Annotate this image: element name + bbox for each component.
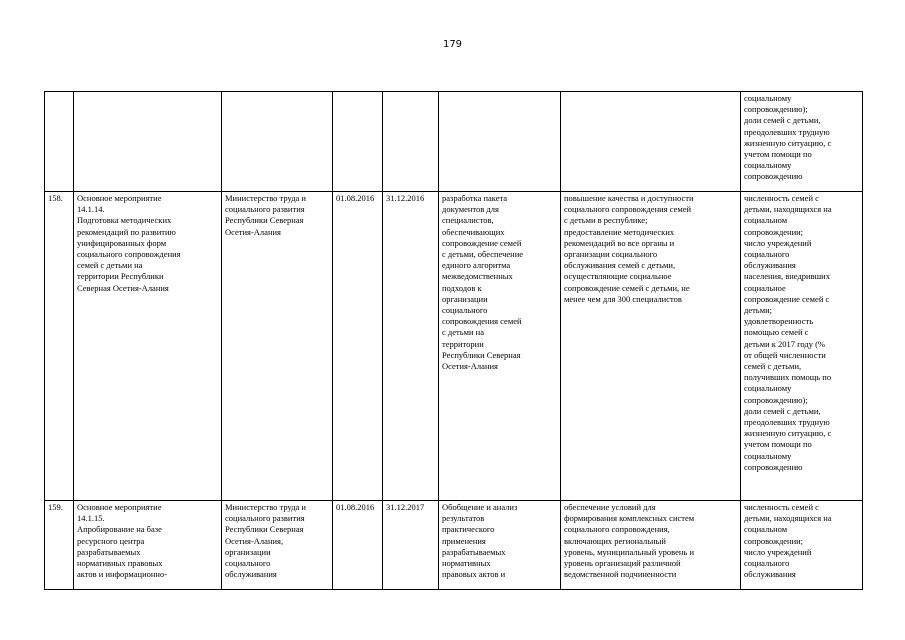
cell-effect	[561, 192, 741, 501]
cell-line: ресурсного центра	[77, 535, 145, 546]
name-lines	[77, 502, 218, 580]
cell-start	[333, 92, 383, 192]
cell-line: формирования комплексных систем	[564, 513, 695, 524]
cell-line: рекомендаций во все органы и	[564, 237, 675, 248]
cell-line: рекомендаций по развитию	[77, 226, 176, 237]
result-lines	[442, 193, 557, 372]
cell-line: нормативных	[442, 558, 491, 569]
cell-line: семей с детьми на	[77, 260, 143, 271]
cell-line: детьми, находящихся на	[744, 204, 832, 215]
cell-line: семей с детьми,	[744, 361, 802, 372]
cell-line: включающих региональный	[564, 535, 666, 546]
cell-name	[74, 501, 222, 590]
cell-line: с детьми на	[442, 327, 484, 338]
cell-line: социальному	[744, 93, 792, 103]
cell-line: социальному	[744, 160, 792, 171]
cell-line: обслуживания	[744, 569, 796, 580]
indicator-lines	[744, 93, 859, 183]
cell-line: жизненную ситуацию, с	[744, 428, 832, 439]
cell-line: Министерство труда и	[225, 193, 306, 203]
cell-line: документов для	[442, 204, 499, 215]
cell-line: социальном	[744, 215, 788, 226]
cell-name	[74, 192, 222, 501]
cell-line: число учреждений	[744, 237, 812, 248]
cell-name	[74, 92, 222, 192]
cell-executor	[222, 501, 333, 590]
cell-line: Основное мероприятие	[77, 502, 162, 512]
cell-line: социального сопровождения семей	[564, 204, 692, 215]
cell-line: подходов к	[442, 282, 482, 293]
cell-line: Республики Северная	[442, 349, 521, 360]
cell-line: сопровождению	[744, 171, 803, 182]
cell-line: применения	[442, 535, 486, 546]
cell-line: уровень, муниципальный уровень и	[564, 546, 695, 557]
cell-line: организации	[442, 293, 488, 304]
cell-executor	[222, 192, 333, 501]
cell-line: Министерство труда и	[225, 502, 306, 512]
cell-line: унифицированных форм	[77, 237, 167, 248]
table-row-continued	[45, 92, 863, 192]
cell-line: результатов	[442, 513, 485, 524]
cell-line: обслуживания	[225, 569, 277, 580]
executor-lines	[225, 193, 329, 238]
cell-result	[439, 92, 561, 192]
cell-end: 31.12.2017	[383, 501, 439, 590]
effect-lines	[564, 502, 737, 580]
cell-line: доли семей с детьми,	[744, 405, 821, 416]
cell-line: Осетия-Алания	[225, 226, 281, 237]
cell-line: Северная Осетия-Алания	[77, 282, 169, 293]
cell-line: социальном	[744, 524, 788, 535]
cell-line: с детьми, обеспечение	[442, 249, 524, 260]
cell-line: единого алгоритма	[442, 260, 511, 271]
cell-line: преодолевших трудную	[744, 126, 830, 137]
cell-line: социального развития	[225, 204, 305, 215]
cell-line: доли семей с детьми,	[744, 115, 821, 126]
cell-line: Подготовка методических	[77, 215, 172, 226]
cell-line: социальному	[744, 383, 792, 394]
cell-line: социального	[744, 249, 790, 260]
cell-start: 01.08.2016	[333, 501, 383, 590]
cell-line: детьми к 2017 году (%	[744, 338, 826, 349]
cell-line: социального	[225, 558, 271, 569]
cell-line: сопровождении;	[744, 226, 804, 237]
cell-line: сопровождению);	[744, 104, 808, 115]
cell-line: территории	[442, 338, 484, 349]
cell-line: Апробирование на базе	[77, 524, 162, 535]
cell-line: нормативных правовых	[77, 558, 163, 569]
cell-line: жизненную ситуацию, с	[744, 137, 832, 148]
cell-line: социального сопровождения,	[564, 524, 670, 535]
cell-indicators	[741, 192, 863, 501]
cell-result	[439, 501, 561, 590]
cell-line: социальному	[744, 450, 792, 461]
cell-line: разработка пакета	[442, 193, 508, 203]
cell-line: Обобщение и анализ	[442, 502, 518, 512]
cell-line: социального сопровождения	[77, 249, 181, 260]
cell-num: 158.	[45, 192, 74, 501]
cell-line: от общей численности	[744, 349, 826, 360]
cell-line: сопровождению);	[744, 394, 808, 405]
table-row-159	[45, 501, 863, 590]
table-row-158	[45, 192, 863, 501]
cell-line: менее чем для 300 специалистов	[564, 293, 682, 304]
measures-table	[44, 91, 863, 590]
cell-line: Основное мероприятие	[77, 193, 162, 203]
cell-line: организации	[225, 546, 271, 557]
cell-line: Осетия-Алания,	[225, 535, 284, 546]
cell-line: повышение качества и доступности	[564, 193, 694, 203]
cell-line: сопровождение семей с	[744, 293, 830, 304]
cell-line: практического	[442, 524, 495, 535]
cell-line: сопровождение семей	[442, 237, 522, 248]
cell-executor	[222, 92, 333, 192]
cell-line: социального развития	[225, 513, 305, 524]
cell-line: территории Республики	[77, 271, 164, 282]
cell-line: получивших помощь по	[744, 372, 832, 383]
cell-line: Осетия-Алания	[442, 361, 498, 372]
cell-line: численность семей с	[744, 502, 819, 512]
cell-line: сопровождению	[744, 461, 803, 472]
cell-line: с детьми в республике;	[564, 215, 648, 226]
cell-line: Республики Северная	[225, 215, 304, 226]
cell-line: актов и информационно-	[77, 569, 168, 580]
cell-line: разрабатываемых	[442, 546, 506, 557]
cell-start: 01.08.2016	[333, 192, 383, 501]
cell-line: социального	[744, 558, 790, 569]
cell-line: осуществляющие социальное	[564, 271, 672, 282]
cell-line: ведомственной подчиненности	[564, 569, 677, 580]
cell-effect	[561, 92, 741, 192]
cell-line: Республики Северная	[225, 524, 304, 535]
indicator-lines	[744, 502, 859, 580]
cell-line: 14.1.14.	[77, 204, 105, 215]
cell-line: социальное	[744, 282, 786, 293]
cell-num	[45, 92, 74, 192]
cell-line: уровень организаций различной	[564, 558, 681, 569]
cell-line: организации социального	[564, 249, 658, 260]
cell-line: детьми;	[744, 305, 772, 316]
result-lines	[442, 502, 557, 580]
cell-line: обеспечение условий для	[564, 502, 656, 512]
cell-line: учетом помощи по	[744, 149, 812, 160]
cell-result	[439, 192, 561, 501]
effect-lines	[564, 193, 737, 305]
cell-line: правовых актов и	[442, 569, 506, 580]
cell-indicators	[741, 501, 863, 590]
cell-line: сопровождения семей	[442, 316, 522, 327]
cell-line: помощью семей с	[744, 327, 809, 338]
cell-line: преодолевших трудную	[744, 417, 830, 428]
cell-line: специалистов,	[442, 215, 494, 226]
cell-line: населения, внедривших	[744, 271, 830, 282]
cell-line: обслуживания семей с детьми,	[564, 260, 676, 271]
cell-line: сопровождение семей с детьми, не	[564, 282, 690, 293]
cell-line: численность семей с	[744, 193, 819, 203]
cell-line: обслуживания	[744, 260, 796, 271]
cell-effect	[561, 501, 741, 590]
cell-line: сопровождении;	[744, 535, 804, 546]
cell-line: учетом помощи по	[744, 439, 812, 450]
cell-line: социального	[442, 305, 488, 316]
cell-line: разрабатываемых	[77, 546, 141, 557]
cell-end: 31.12.2016	[383, 192, 439, 501]
cell-line: удовлетворенность	[744, 316, 814, 327]
cell-line: детьми, находящихся на	[744, 513, 832, 524]
cell-line: обеспечивающих	[442, 226, 505, 237]
cell-line: число учреждений	[744, 546, 812, 557]
cell-num: 159.	[45, 501, 74, 590]
cell-line: межведомственных	[442, 271, 513, 282]
page-number: 179	[442, 39, 463, 50]
name-lines	[77, 193, 218, 294]
cell-end	[383, 92, 439, 192]
indicator-lines	[744, 193, 859, 473]
cell-line: 14.1.15.	[77, 513, 105, 524]
executor-lines	[225, 502, 329, 580]
cell-line: предоставление методических	[564, 226, 675, 237]
cell-indicators	[741, 92, 863, 192]
